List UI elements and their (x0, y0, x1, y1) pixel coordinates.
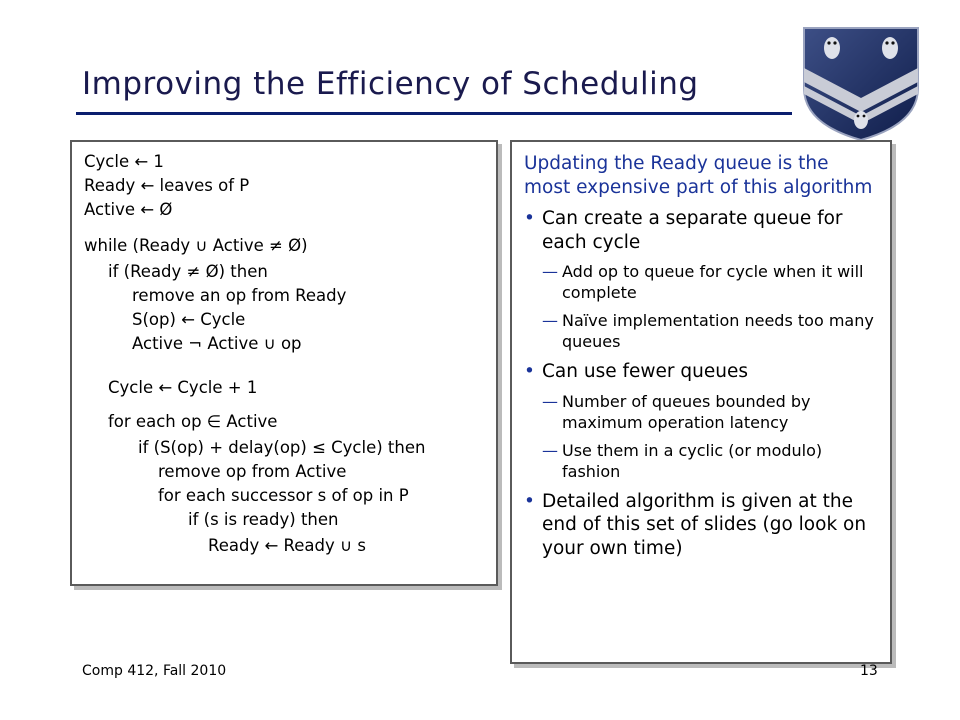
code-line: remove an op from Ready (132, 286, 347, 305)
sub-bullet-item: — Number of queues bounded by maximum operation latency (542, 391, 880, 433)
bullet-item: • Can create a separate queue for each cycle (524, 207, 880, 254)
code-line: if (Ready ≠ Ø) then (108, 262, 268, 281)
code-line: remove op from Active (158, 462, 347, 481)
algorithm-code-box (70, 140, 498, 586)
code-line: S(op) ← Cycle (132, 310, 246, 329)
code-line: for each successor s of op in P (158, 486, 409, 505)
code-line: Cycle ← 1 (84, 152, 164, 171)
bullet-item: • Detailed algorithm is given at the end of this set of slides (go look on your own time) (524, 490, 880, 561)
notes-intro: Updating the Ready queue is the most expensive part of this algorithm (524, 153, 873, 198)
code-line: if (s is ready) then (188, 510, 339, 529)
notes-box (510, 140, 892, 664)
footer-course: Comp 412, Fall 2010 (82, 663, 227, 679)
sub-bullet-item: — Add op to queue for cycle when it will complete (542, 261, 880, 303)
sub-bullet-item: — Use them in a cyclic (or modulo) fashion (542, 440, 880, 482)
code-line: for each op ∈ Active (108, 412, 278, 431)
code-line: Ready ← Ready ∪ s (208, 536, 366, 555)
code-line: Active ← Ø (84, 200, 173, 219)
code-line: Ready ← leaves of P (84, 176, 250, 195)
sub-bullet-item: — Naïve implementation needs too many queues (542, 310, 880, 352)
page-number: 13 (860, 663, 878, 679)
slide-title: Improving the Efficiency of Scheduling (82, 66, 699, 102)
code-line: Active ¬ Active ∪ op (132, 334, 302, 353)
code-line: if (S(op) + delay(op) ≤ Cycle) then (138, 438, 426, 457)
code-line: while (Ready ∪ Active ≠ Ø) (84, 236, 308, 255)
title-underline (76, 112, 792, 115)
bullet-item: • Can use fewer queues (524, 360, 880, 384)
code-line: Cycle ← Cycle + 1 (108, 378, 258, 397)
owl-crest-icon (800, 24, 922, 142)
